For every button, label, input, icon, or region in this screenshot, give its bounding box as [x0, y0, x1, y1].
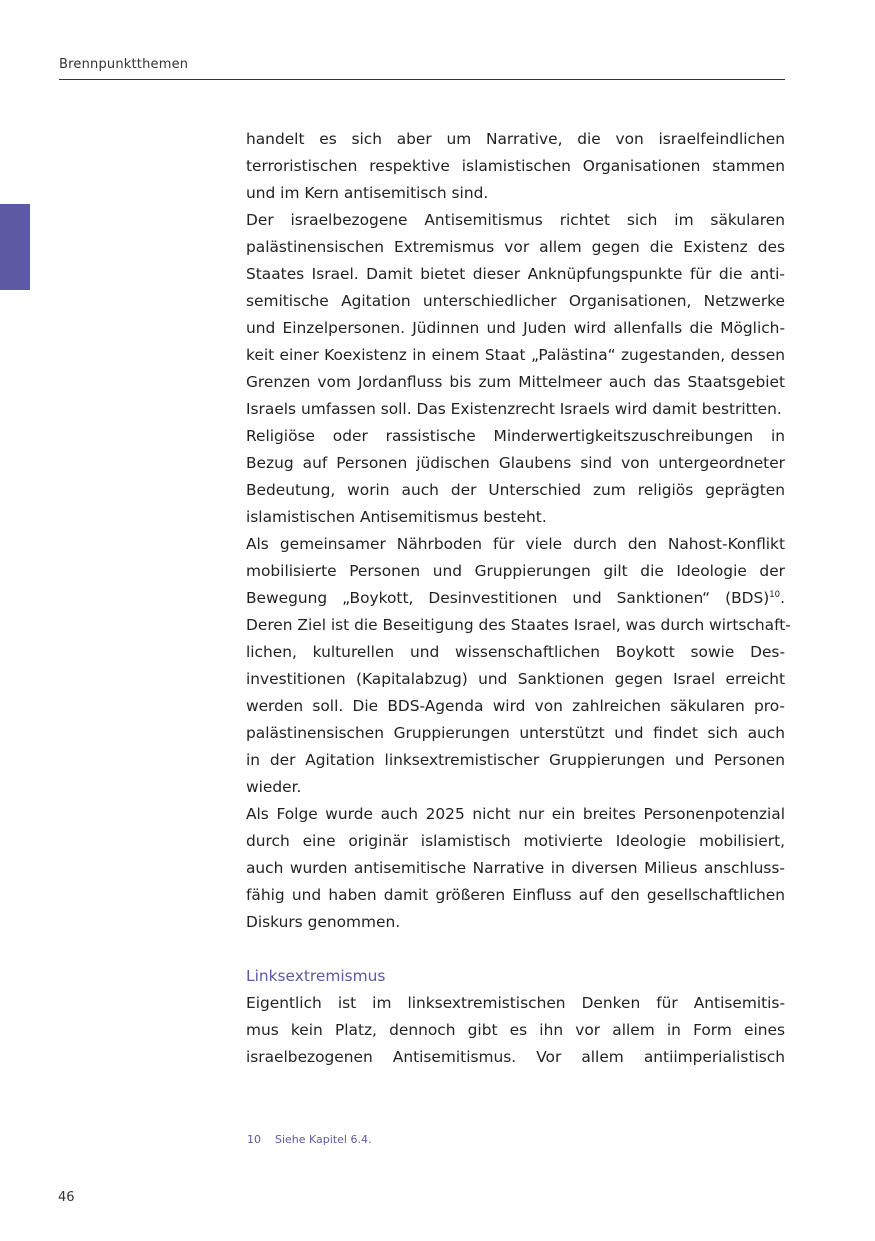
text-line: wieder. [246, 778, 302, 796]
text-line: in der Agitation linksextremistischer Gruppierungen und Personen [246, 751, 785, 769]
header-divider [59, 79, 785, 80]
text-line: palästinensischen Gruppierungen unterstützt und findet sich auch [246, 724, 785, 742]
text-line: Deren Ziel ist die Beseitigung des Staates Israel, was durch wirtschaft- [246, 616, 791, 634]
text-line: Religiöse oder rassistische Minderwertigkeitszuschreibungen in [246, 427, 785, 445]
text-line: Bewegung „Boykott, Desinvestitionen und Sanktionen“ (BDS) [246, 589, 770, 607]
section-heading: Linksextremismus [246, 967, 386, 985]
footnote-reference[interactable]: 10 [769, 589, 781, 600]
text-line: Der israelbezogene Antisemitismus richtet sich im säkularen [246, 211, 785, 229]
running-header: Brennpunktthemen [59, 57, 189, 72]
footnote-text: Siehe Kapitel 6.4. [275, 1133, 372, 1146]
text-line: Bezug auf Personen jüdischen Glaubens sind von untergeordneter [246, 454, 785, 472]
text-line: handelt es sich aber um Narrative, die von israelfeindlichen [246, 130, 785, 148]
footnote-number: 10 [247, 1133, 261, 1146]
text-line: Staates Israel. Damit bietet dieser Anknüpfungspunkte für die anti- [246, 265, 785, 283]
text-line: mobilisierte Personen und Gruppierungen gilt die Ideologie der [246, 562, 785, 580]
text-line-with-footnote: Bewegung „Boykott, Desinvestitionen und Sanktionen“ (BDS)$^{10}$. [246, 589, 785, 607]
text-line: palästinensischen Extremismus vor allem gegen die Existenz des [246, 238, 785, 256]
text-line: Eigentlich ist im linksextremistischen Denken für Antisemitis- [246, 994, 785, 1012]
text-line: mus kein Platz, dennoch gibt es ihn vor allem in Form eines [246, 1021, 785, 1039]
footnote [247, 1133, 371, 1146]
text-line: israelbezogenen Antisemitismus. Vor allem antiimperialistisch [246, 1048, 785, 1066]
body-text [246, 126, 791, 1071]
text-line: und im Kern antisemitisch sind. [246, 184, 489, 202]
text-line: islamistischen Antisemitismus besteht. [246, 508, 547, 526]
text-line: auch wurden antisemitische Narrative in diversen Milieus anschluss- [246, 859, 785, 877]
text-line: fähig und haben damit größeren Einfluss auf den gesellschaftlichen [246, 886, 785, 904]
text-line: Israels umfassen soll. Das Existenzrecht Israels wird damit bestritten. [246, 400, 782, 418]
text-line: Als Folge wurde auch 2025 nicht nur ein breites Personenpotenzial [246, 805, 785, 823]
text-line: werden soll. Die BDS-Agenda wird von zahlreichen säkularen pro- [246, 697, 785, 715]
text-line: terroristischen respektive islamistischen Organisationen stammen [246, 157, 785, 175]
text-line: lichen, kulturellen und wissenschaftlichen Boykott sowie Des- [246, 643, 785, 661]
text-line: Diskurs genommen. [246, 913, 401, 931]
text-line: investitionen (Kapitalabzug) und Sanktionen gegen Israel erreicht [246, 670, 785, 688]
text-line: und Einzelpersonen. Jüdinnen und Juden wird allenfalls die Möglich- [246, 319, 785, 337]
chapter-tab-marker [0, 204, 30, 290]
text-line: Grenzen vom Jordanfluss bis zum Mittelmeer auch das Staatsgebiet [246, 373, 785, 391]
page-number: 46 [58, 1190, 75, 1205]
text-line: durch eine originär islamistisch motivierte Ideologie mobilisiert, [246, 832, 785, 850]
text-line: Als gemeinsamer Nährboden für viele durch den Nahost-Konflikt [246, 535, 785, 553]
text-line: semitische Agitation unterschiedlicher Organisationen, Netzwerke [246, 292, 785, 310]
text-line: Bedeutung, worin auch der Unterschied zum religiös geprägten [246, 481, 785, 499]
text-line: keit einer Koexistenz in einem Staat „Palästina“ zugestanden, dessen [246, 346, 785, 364]
